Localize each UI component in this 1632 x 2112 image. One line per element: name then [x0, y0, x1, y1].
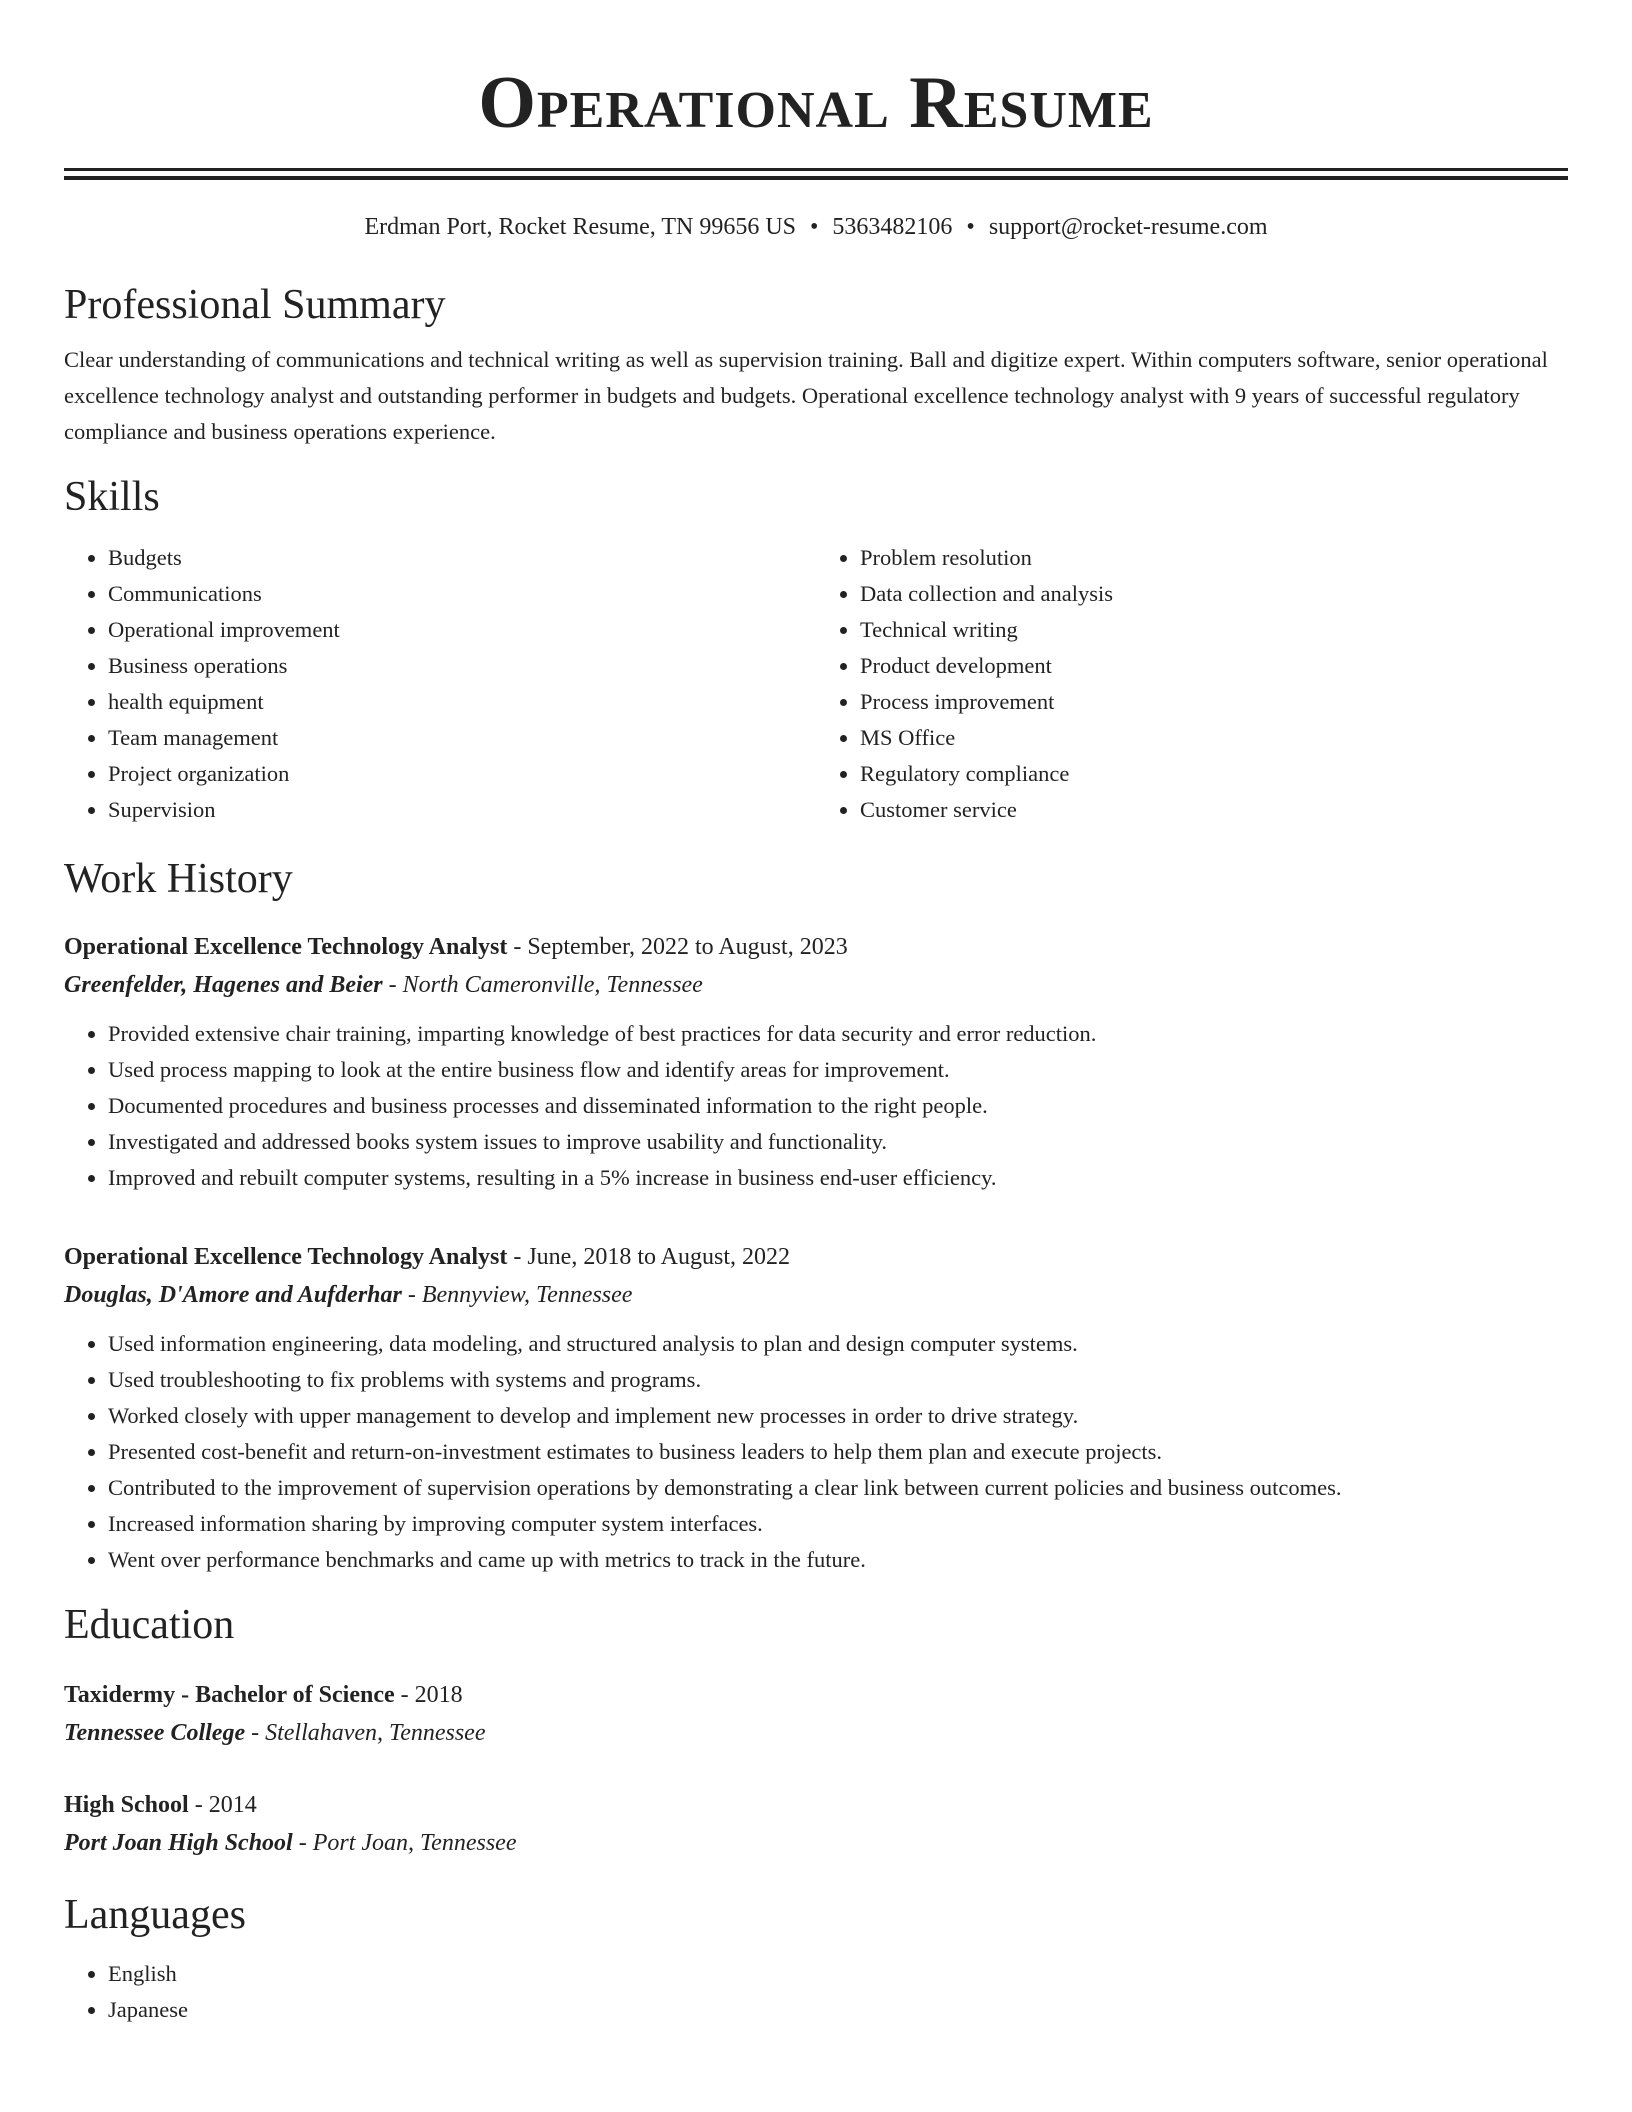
section-title-work-history: Work History [64, 856, 293, 902]
job-bullet: • Provided extensive chair training, imparting knowledge of best practices for data security and error reduction. [108, 1016, 1568, 1052]
job-bullet: • Used information engineering, data modeling, and structured analysis to plan and design computer systems. [108, 1326, 1568, 1362]
header-rule-bottom [64, 176, 1568, 180]
contact-phone: 5363482106 [832, 214, 953, 240]
skills-list-right [816, 540, 1568, 828]
languages-list [64, 1956, 1568, 2028]
education-header [64, 1786, 1568, 1824]
language-item: • Japanese [108, 1992, 1568, 2028]
skill-item: • Operational improvement [108, 612, 816, 648]
skill-item: • Problem resolution [860, 540, 1568, 576]
job-entry [64, 1238, 1568, 1578]
skill-item: • Product development [860, 648, 1568, 684]
job-employer [64, 966, 1568, 1004]
education-year: - 2014 [188, 1792, 257, 1818]
skills-list-left [64, 540, 816, 828]
job-bullet: • Went over performance benchmarks and came up with metrics to track in the future. [108, 1542, 1568, 1578]
job-bullets [64, 1016, 1568, 1196]
job-dates: - June, 2018 to August, 2022 [507, 1244, 791, 1270]
job-employer [64, 1276, 1568, 1314]
section-title-education: Education [64, 1602, 235, 1648]
education-school: Port Joan High School [64, 1830, 293, 1856]
skill-item: • health equipment [108, 684, 816, 720]
contact-separator: • [810, 214, 819, 240]
job-bullet: • Documented procedures and business processes and disseminated information to the right people. [108, 1088, 1568, 1124]
section-title-skills: Skills [64, 474, 160, 520]
skill-item: • Communications [108, 576, 816, 612]
education-location: - Stellahaven, Tennessee [245, 1720, 486, 1746]
contact-address: Erdman Port, Rocket Resume, TN 99656 US [364, 214, 797, 240]
job-bullet: • Presented cost-benefit and return-on-investment estimates to business leaders to help them plan and execute projects. [108, 1434, 1568, 1470]
job-bullet: • Investigated and addressed books system issues to improve usability and functionality. [108, 1124, 1568, 1160]
skill-item: • MS Office [860, 720, 1568, 756]
education-degree: High School [64, 1792, 189, 1818]
job-header [64, 928, 1568, 966]
skill-item: • Project organization [108, 756, 816, 792]
job-location: - Bennyview, Tennessee [401, 1282, 633, 1308]
contact-separator: • [966, 214, 975, 240]
skill-item: • Budgets [108, 540, 816, 576]
job-role: Operational Excellence Technology Analyst [64, 1244, 508, 1270]
skill-item: • Process improvement [860, 684, 1568, 720]
education-year: - 2018 [394, 1682, 463, 1708]
job-role: Operational Excellence Technology Analyst [64, 934, 508, 960]
job-header [64, 1238, 1568, 1276]
education-location: - Port Joan, Tennessee [292, 1830, 517, 1856]
skill-item: • Customer service [860, 792, 1568, 828]
section-title-languages: Languages [64, 1892, 246, 1938]
job-bullets [64, 1326, 1568, 1578]
education-institution [64, 1824, 1568, 1862]
job-entry [64, 928, 1568, 1196]
contact-line [64, 212, 1568, 242]
education-entry [64, 1676, 1568, 1752]
job-company: Douglas, D'Amore and Aufderhar [64, 1282, 402, 1308]
skill-item: • Technical writing [860, 612, 1568, 648]
education-school: Tennessee College [64, 1720, 246, 1746]
skill-item: • Data collection and analysis [860, 576, 1568, 612]
language-item: • English [108, 1956, 1568, 1992]
contact-email: support@rocket-resume.com [988, 214, 1268, 240]
education-degree: Taxidermy - Bachelor of Science [64, 1682, 395, 1708]
job-bullet: • Worked closely with upper management to develop and implement new processes in order to drive strategy. [108, 1398, 1568, 1434]
header-rule-top [64, 168, 1568, 171]
section-title-summary: Professional Summary [64, 282, 446, 328]
job-bullet: • Improved and rebuilt computer systems, resulting in a 5% increase in business end-user efficiency. [108, 1160, 1568, 1196]
job-dates: - September, 2022 to August, 2023 [507, 934, 848, 960]
education-header [64, 1676, 1568, 1714]
skill-item: • Team management [108, 720, 816, 756]
skill-item: • Business operations [108, 648, 816, 684]
job-company: Greenfelder, Hagenes and Beier [64, 972, 383, 998]
job-bullet: • Increased information sharing by improving computer system interfaces. [108, 1506, 1568, 1542]
job-bullet: • Contributed to the improvement of supervision operations by demonstrating a clear link between current policies and business outcomes. [108, 1470, 1568, 1506]
job-location: - North Cameronville, Tennessee [382, 972, 703, 998]
job-bullet: • Used process mapping to look at the entire business flow and identify areas for improvement. [108, 1052, 1568, 1088]
education-entry [64, 1786, 1568, 1862]
summary-text: Clear understanding of communications and technical writing as well as supervision training. Ball and digitize expert. Within computers software, senior operational excellence technology analyst and outstanding performer in budgets and budgets. Operational excellence technology analyst with 9 years of successful regulatory compliance and business operations experience. [64, 347, 1548, 444]
skill-item: • Supervision [108, 792, 816, 828]
job-bullet: • Used troubleshooting to fix problems with systems and programs. [108, 1362, 1568, 1398]
skill-item: • Regulatory compliance [860, 756, 1568, 792]
skills-grid [64, 540, 1568, 828]
education-institution [64, 1714, 1568, 1752]
resume-name: Operational Resume [478, 62, 1154, 144]
